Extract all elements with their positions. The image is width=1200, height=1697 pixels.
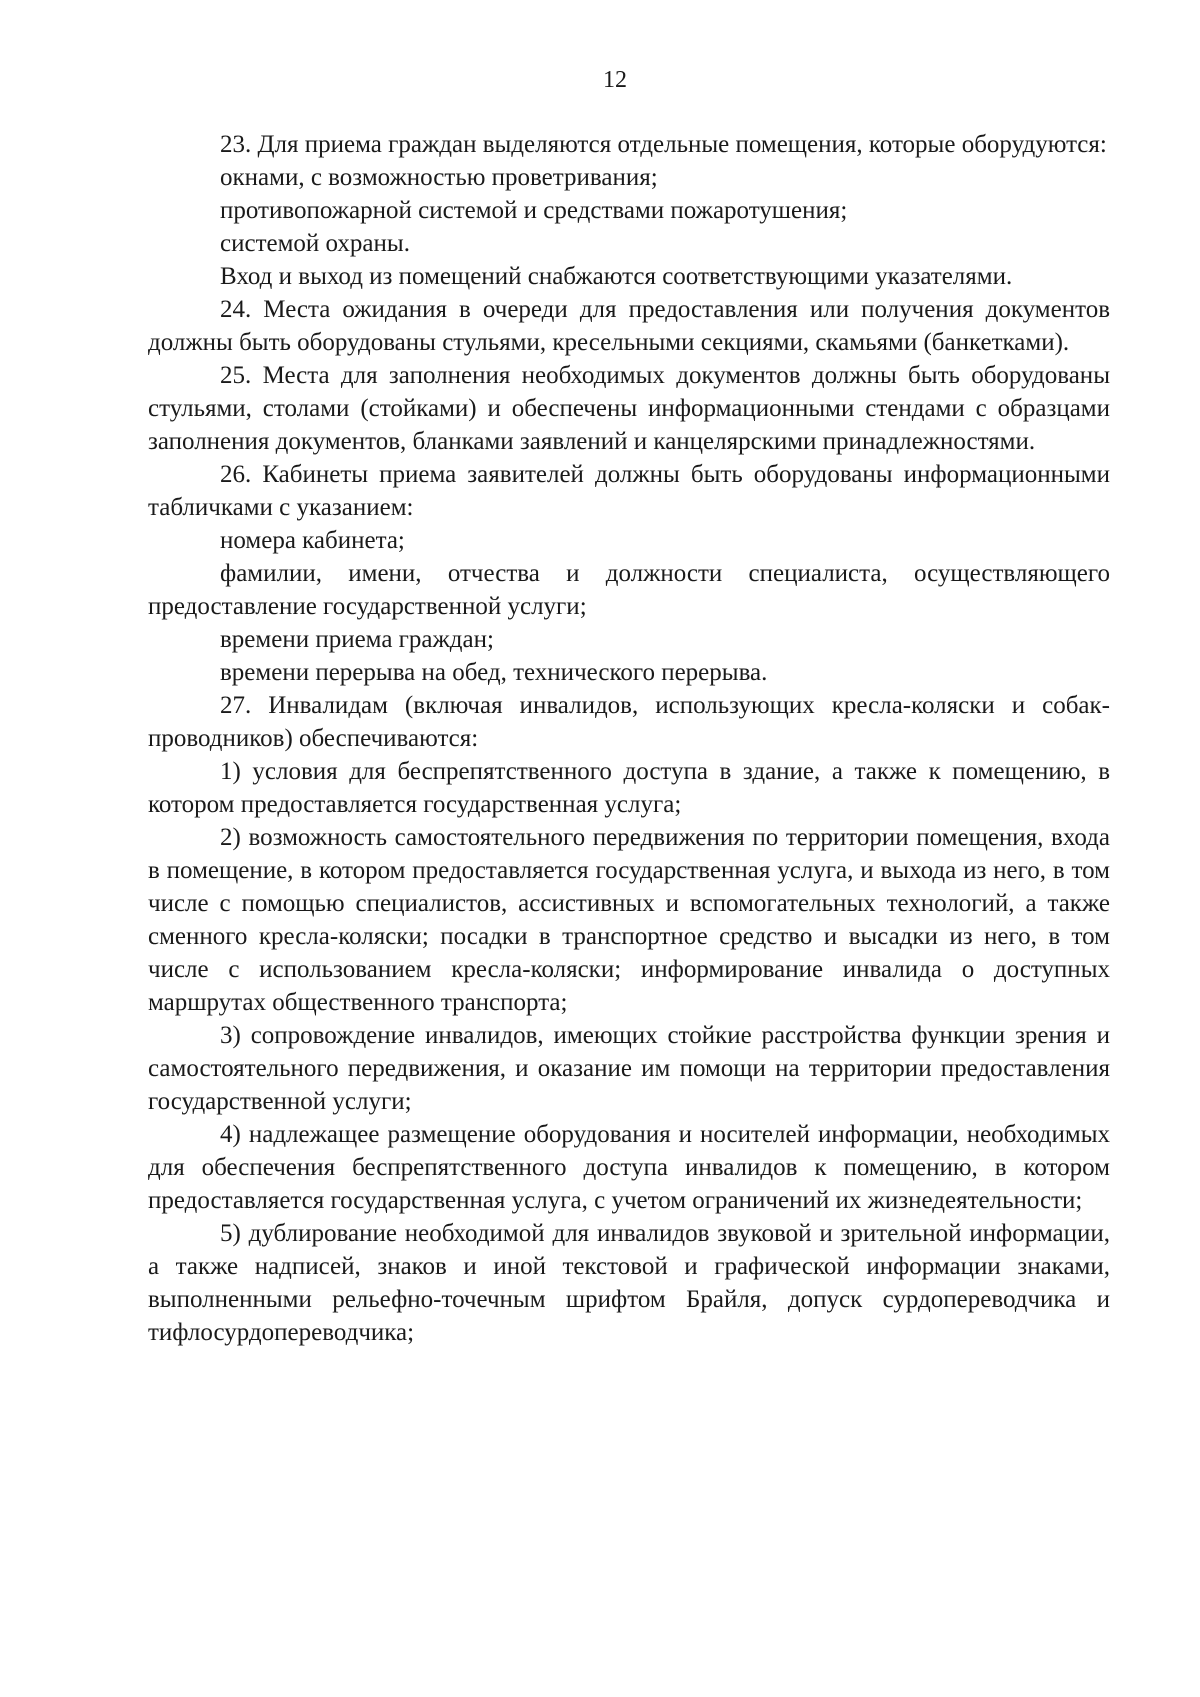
list-item-specialist-name: фамилии, имени, отчества и должности специалиста, осуществляющего предоставление государственной услуги; (148, 560, 1110, 620)
list-item-4-equipment: 4) надлежащее размещение оборудования и носителей информации, необходимых для обеспечения беспрепятственного доступа инвалидов к помещению, в котором предоставляется государственная услуга, с учетом ограничений их жизнедеятельности; (148, 1121, 1110, 1214)
list-item-1-access: 1) условия для беспрепятственного доступа в здание, а также к помещению, в котором предоставляется государственная услуга; (148, 758, 1110, 818)
list-item-security-system: системой охраны. (220, 230, 410, 257)
list-item-fire-system: противопожарной системой и средствами пожаротушения; (220, 197, 848, 224)
list-item-office-number: номера кабинета; (220, 527, 405, 554)
list-item-reception-hours: времени приема граждан; (220, 626, 494, 653)
list-item-3-escort: 3) сопровождение инвалидов, имеющих стойкие расстройства функции зрения и самостоятельного передвижения, и оказание им помощи на территории предоставления государственной услуги; (148, 1022, 1110, 1115)
list-item-2-movement: 2) возможность самостоятельного передвижения по территории помещения, входа в помещение, в котором предоставляется государственная услуга, и выхода из него, в том числе с помощью специалистов, ассистивных и вспомогательных технологий, а также сменного кресла-коляски; посадки в транспортное средство и высадки из него, в том числе с использованием кресла-коляски; информирование инвалида о доступных маршрутах общественного транспорта; (148, 824, 1110, 1016)
list-item-break-time: времени перерыва на обед, технического перерыва. (220, 659, 768, 686)
paragraph-25: 25. Места для заполнения необходимых документов должны быть оборудованы стульями, столами (стойками) и обеспечены информационными стендами с образцами заполнения документов, бланками заявлений и канцелярскими принадлежностями. (148, 362, 1110, 455)
list-item-5-braille: 5) дублирование необходимой для инвалидов звуковой и зрительной информации, а также надписей, знаков и иной текстовой и графической информации знаками, выполненными рельефно-точечным шрифтом Брайля, допуск сурдопереводчика и тифлосурдопереводчика; (148, 1220, 1110, 1346)
page-number: 12 (603, 67, 627, 93)
paragraph-entrance-exit: Вход и выход из помещений снабжаются соответствующими указателями. (220, 263, 1013, 290)
list-item-windows: окнами, с возможностью проветривания; (220, 164, 658, 191)
paragraph-24: 24. Места ожидания в очереди для предоставления или получения документов должны быть оборудованы стульями, кресельными секциями, скамьями (банкетками). (148, 296, 1110, 356)
paragraph-27: 27. Инвалидам (включая инвалидов, использующих кресла-коляски и собак-проводников) обеспечиваются: (148, 692, 1110, 752)
document-body (148, 128, 1110, 1349)
paragraph-23: 23. Для приема граждан выделяются отдельные помещения, которые оборудуются: (220, 131, 1107, 158)
paragraph-26: 26. Кабинеты приема заявителей должны быть оборудованы информационными табличками с указанием: (148, 461, 1110, 521)
